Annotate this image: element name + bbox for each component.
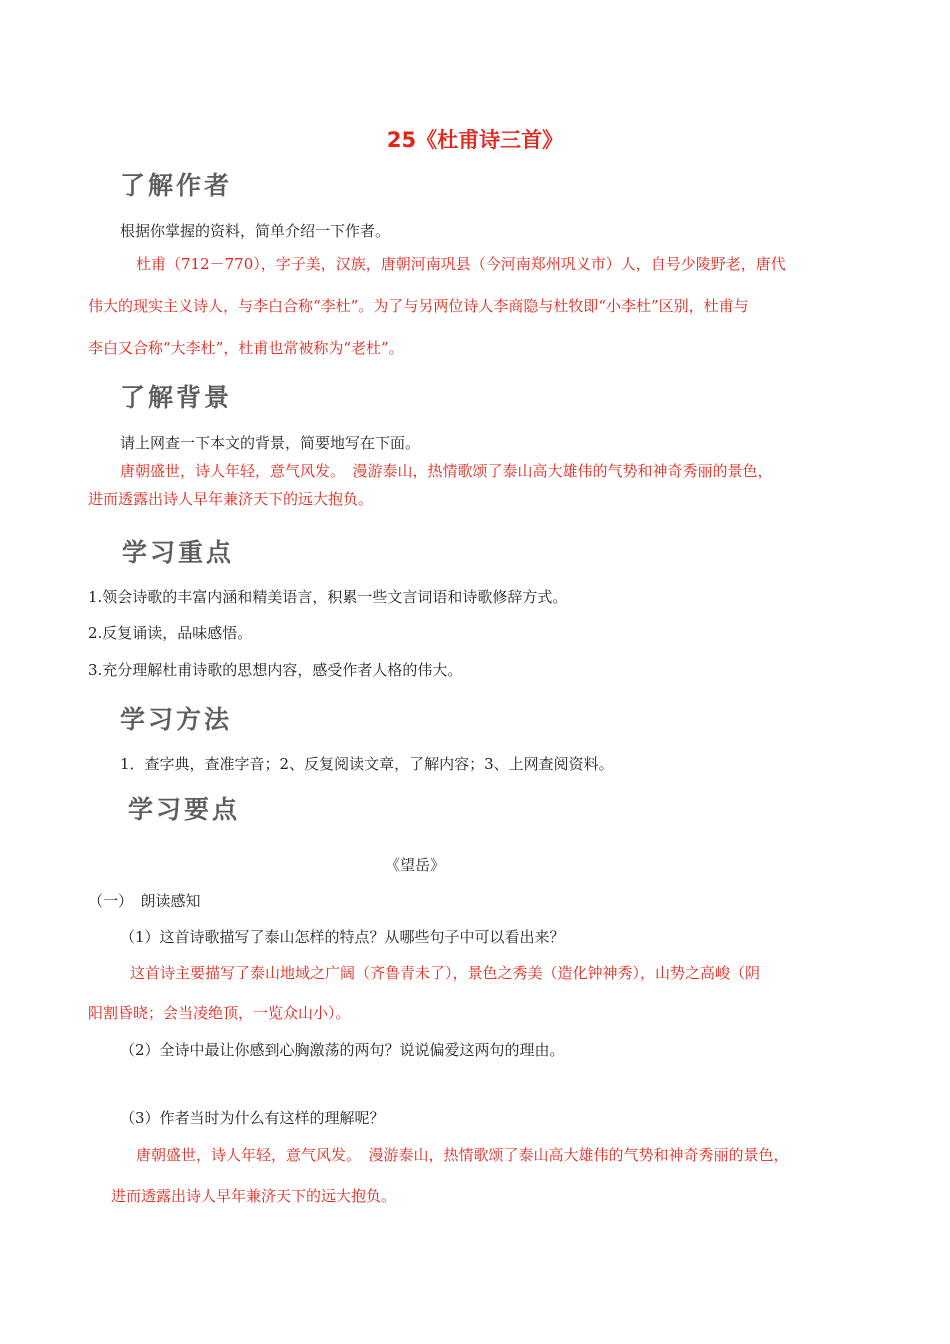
answer-1-line-1: 这首诗主要描写了泰山地域之广阔（齐鲁青未了），景色之秀美（造化钟神秀），山势之高峻（阴 — [130, 964, 761, 982]
focus-item-2: 2.反复诵读，品味感悟。 — [88, 624, 253, 642]
answer-3-line-1: 唐朝盛世，诗人年轻，意气风发。 漫游泰山，热情歌颂了泰山高大雄伟的气势和神奇秀丽的景色， — [136, 1146, 789, 1164]
author-answer-line-2: 伟大的现实主义诗人，与李白合称“李杜”。为了与另两位诗人李商隐与杜牧即“小李杜”区别，杜甫与 — [88, 297, 749, 315]
poem-title: 《望岳》 — [384, 856, 445, 874]
author-prompt: 根据你掌握的资料，简单介绍一下作者。 — [120, 222, 391, 240]
page-title: 25《杜甫诗三首》 — [386, 128, 564, 152]
method-text: 1．查字典，查准字音；2、反复阅读文章，了解内容；3、上网查阅资料。 — [120, 755, 614, 773]
question-2: （2）全诗中最让你感到心胸激荡的两句？说说偏爱这两句的理由。 — [120, 1041, 565, 1059]
answer-1-line-2: 阳割昏晓；会当凌绝顶，一览众山小）。 — [88, 1004, 351, 1022]
author-answer-line-1: 杜甫（712－770），字子美，汉族，唐朝河南巩县（今河南郑州巩义市）人，自号少陵野老，唐代 — [136, 255, 786, 273]
background-answer-line-2: 进而透露出诗人早年兼济天下的远大抱负。 — [88, 490, 374, 508]
section-heading-background: 了解背景 — [120, 383, 233, 412]
background-prompt: 请上网查一下本文的背景，简要地写在下面。 — [120, 434, 421, 452]
focus-item-3: 3.充分理解杜甫诗歌的思想内容，感受作者人格的伟大。 — [88, 661, 463, 679]
question-1: （1）这首诗歌描写了泰山怎样的特点？从哪些句子中可以看出来？ — [120, 928, 565, 946]
part-label: （一） 朗读感知 — [88, 892, 201, 910]
question-3: （3）作者当时为什么有这样的理解呢？ — [120, 1109, 385, 1127]
section-heading-method: 学习方法 — [120, 705, 233, 734]
answer-3-line-2: 进而透露出诗人早年兼济天下的远大抱负。 — [111, 1187, 397, 1205]
author-answer-line-3: 李白又合称“大李杜”，杜甫也常被称为“老杜”。 — [88, 339, 404, 357]
section-heading-author: 了解作者 — [120, 171, 233, 200]
section-heading-points: 学习要点 — [128, 795, 241, 824]
focus-item-1: 1.领会诗歌的丰富内涵和精美语言，积累一些文言词语和诗歌修辞方式。 — [88, 588, 568, 606]
background-answer-line-1: 唐朝盛世，诗人年轻，意气风发。 漫游泰山，热情歌颂了泰山高大雄伟的气势和神奇秀丽的景色， — [120, 462, 773, 480]
section-heading-focus: 学习重点 — [122, 538, 235, 567]
